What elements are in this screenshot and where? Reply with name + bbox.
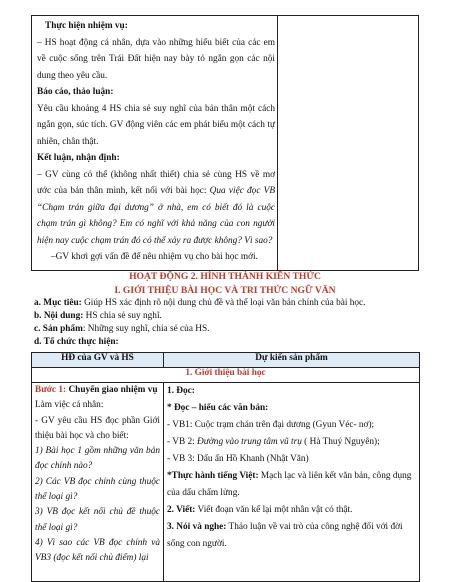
- organization-label: d. Tổ chức thực hiện:: [34, 337, 119, 347]
- text-2: [167, 434, 416, 451]
- objective-label: a. Mục tiêu:: [34, 298, 82, 308]
- question-2: 2) Các VB đọc chính cùng thuộc thể loại gì?: [35, 476, 160, 503]
- teacher-student-cell: [32, 383, 164, 582]
- report-title: Báo cáo, thảo luận:: [37, 87, 114, 97]
- text-1: - VB1: Cuộc trạm chán trên đại dương (Gyun Véc- nơ);: [167, 420, 375, 430]
- activity-heading: HOẠT ĐỘNG 2. HÌNH THÀNH KIẾN THỨC: [129, 271, 321, 282]
- product-text: : Những suy nghĩ, chia sẻ của HS.: [82, 324, 210, 334]
- step-title: Chuyển giao nhiệm vụ: [66, 385, 158, 395]
- activity-table: [31, 352, 420, 582]
- conclusion-title: Kết luận, nhận định:: [37, 153, 120, 163]
- step-label: Bước 1:: [35, 385, 67, 395]
- table-section-row: [32, 368, 420, 383]
- text-2-author: ( Hà Thuý Nguyên);: [301, 437, 380, 447]
- reading-title: 1. Đọc:: [167, 386, 195, 396]
- content-text: HS chia sẻ suy nghĩ.: [83, 311, 162, 321]
- section-heading: I. GIỚI THIỆU BÀI HỌC VÀ TRI THỨC NGỮ VĂN: [114, 285, 336, 296]
- practice-line: [167, 468, 416, 502]
- product-label: c. Sản phẩm: [34, 324, 83, 334]
- writing-label: 2. Viết:: [167, 505, 196, 515]
- question-3: 3) VB đọc kết nối chủ đề thuộc thể loại gì?: [35, 507, 160, 533]
- task-cell: [37, 18, 275, 266]
- report-text: Yêu cầu khoảng 4 HS chia sẻ suy nghĩ của bản thân một cách ngắn gọn, súc tích. GV động viên các em phát biểu một cách tự nhiên, chân thật.: [37, 103, 275, 147]
- conclusion-closing: –GV khơi gợi vấn đề để nêu nhiệm vụ cho bài học mới.: [51, 252, 258, 262]
- task-text: – HS hoạt động cá nhân, dựa vào những hiểu biết của các em về cuộc sống trên Trái Đất hiện nay bày tỏ ngắn gọn các nội dung theo yêu cầu.: [37, 37, 275, 81]
- speaking-line: [167, 519, 416, 553]
- col1-header: HĐ của GV và HS: [32, 353, 164, 368]
- content-line: [34, 311, 162, 321]
- question-1: 1) Bài học 1 gồm những văn bản đọc chính nào?: [35, 446, 160, 472]
- writing-line: [167, 502, 416, 519]
- reading-subtitle: * Đọc – hiểu các văn bản:: [167, 403, 269, 413]
- conclusion-questions: Qua việc đọc VB “Chạm trán giữa đại dương” ở nhà, em có biết đó là cuộc chạm trán gì không? Em có nghĩ với khả năng của con người hiện nay cuộc chạm trán đó có thể xảy ra được không? Vì sao?: [37, 186, 276, 246]
- section-title: 1. Giới thiệu bài học: [32, 368, 420, 383]
- task-table: [31, 15, 419, 271]
- text-2-prefix: - VB 2:: [167, 437, 198, 447]
- speaking-text: Thảo luận về vai trò của công nghệ đối với đời sống con người.: [167, 522, 403, 549]
- step-line: [35, 383, 160, 398]
- instruction-text: - GV yêu cầu HS đọc phần Giới thiệu bài học và cho biết:: [35, 415, 160, 441]
- table-header-row: [32, 353, 420, 368]
- practice-text: Mạch lạc và liên kết văn bản, công dụng của dấu chấm lửng.: [167, 471, 412, 498]
- table-row: [32, 383, 420, 582]
- expected-product-cell: [164, 383, 420, 582]
- col2-header: Dự kiến sản phẩm: [164, 353, 420, 368]
- writing-text: Viết đoạn văn kể lại một nhân vật có thật.: [195, 505, 353, 515]
- content-label: b. Nội dung:: [34, 311, 84, 321]
- text-2-title: Đường vào trung tâm vũ trụ: [197, 437, 302, 447]
- objective-text: Giúp HS xác định rõ nội dung chủ đề và thể loại văn bản chính của bài học.: [81, 298, 366, 308]
- speaking-label: 3. Nói và nghe:: [167, 522, 227, 532]
- work-mode: Làm việc cá nhân:: [35, 400, 104, 411]
- product-line: [34, 324, 210, 334]
- conclusion-text: [37, 167, 275, 250]
- question-4: 4) Vì sao các VB đọc chính và VB3 (đọc kết nối chủ điểm) lại: [35, 537, 160, 564]
- conclusion-text-start: – GV cùng có thể (không nhất thiết) chia sẻ cùng HS về mơ ước của bản thân mình, kết nối với bài học:: [37, 169, 275, 196]
- objective-line: [34, 298, 366, 308]
- column-divider: [277, 16, 278, 270]
- practice-label: *Thực hành tiếng Việt:: [167, 471, 259, 481]
- task-title: Thực hiện nhiệm vụ:: [45, 21, 128, 31]
- text-3: - VB 3: Dấu ấn Hồ Khanh (Nhật Văn): [167, 454, 309, 464]
